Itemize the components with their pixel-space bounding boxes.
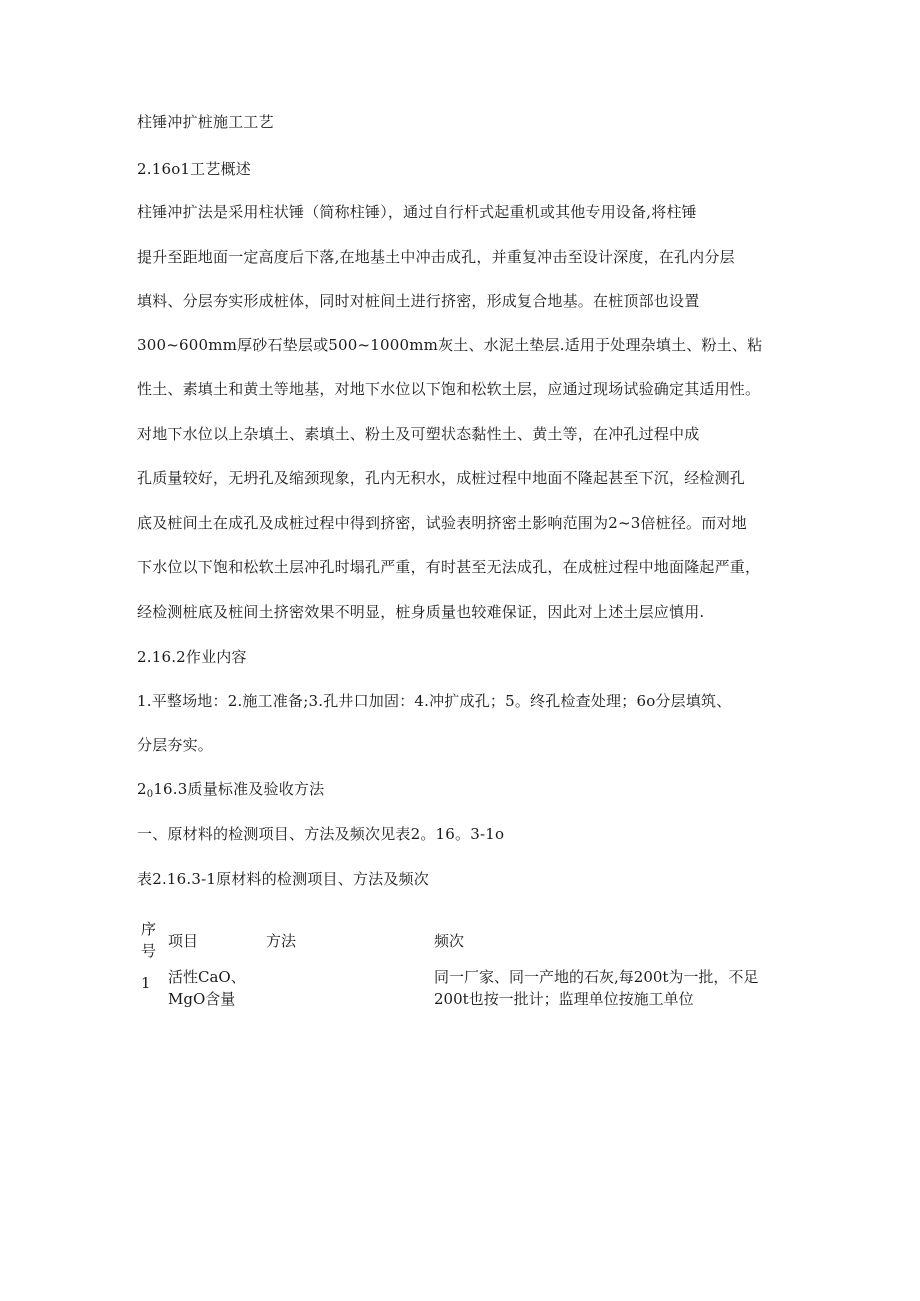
row-frequency-line1: 同一厂家、同一产地的石灰,每200t为一批，不足 [434,968,759,986]
heading-number-prefix: 2 [137,780,147,798]
row-frequency-line2: 200t也按一批计；监理单位按施工单位 [434,990,694,1008]
table-header-row [137,918,787,966]
header-serial-number [141,918,163,962]
row-item [168,966,258,1010]
row-item-line1: 活性CaO、 [168,968,246,986]
table-row [137,966,787,1026]
header-serial-line2: 号 [141,942,157,960]
row-frequency [434,966,784,1010]
raw-material-table [137,918,787,1026]
header-serial-line1: 序 [141,920,157,938]
paragraph-line: 孔质量较好，无坍孔及缩颈现象，孔内无积水，成桩过程中地面不隆起甚至下沉，经检测孔 [137,469,746,487]
paragraph-line: 性土、素填土和黄土等地基，对地下水位以下饱和松软土层，应通过现场试验确定其适用性。 [137,380,761,398]
header-frequency: 频次 [434,932,465,950]
paragraph-line: 柱锤冲扩法是采用柱状锤（简称柱锤），通过自行杆式起重机或其他专用设备,将柱锤 [137,203,697,221]
paragraph-line: 经检测桩底及桩间土挤密效果不明显，桩身质量也较难保证，因此对上述土层应慎用. [137,603,705,621]
header-method: 方法 [266,932,297,950]
work-content-line: 1.平整场地：2.施工准备;3.孔井口加固：4.冲扩成孔；5。终孔检查处理；6o分层填筑、 [137,692,732,710]
paragraph-line: 对地下水位以上杂填土、素填土、粉土及可塑状态黏性土、黄土等，在冲孔过程中成 [137,425,700,443]
paragraph-line: 填料、分层夯实形成桩体，同时对桩间土进行挤密，形成复合地基。在桩顶部也设置 [137,292,700,310]
section-heading-quality [137,779,324,805]
heading-text: 16.3质量标准及验收方法 [153,780,325,798]
paragraph-line: 底及桩间土在成孔及成桩过程中得到挤密，试验表明挤密土影响范围为2~3倍桩径。而对地 [137,514,747,532]
paragraph-line: 下水位以下饱和松软土层冲孔时塌孔严重，有时甚至无法成孔，在成桩过程中地面隆起严重， [137,558,761,576]
document-title: 柱锤冲扩桩施工工艺 [137,113,274,131]
heading-number-subscript: 0 [146,789,154,800]
raw-material-item: 一、原材料的检测项目、方法及频次见表2。16。3-1o [137,825,505,843]
row-item-line2: MgO含量 [168,990,236,1008]
paragraph-line: 提升至距地面一定高度后下落,在地基土中冲击成孔，并重复冲击至设计深度，在孔内分层 [137,248,735,266]
header-item: 项目 [168,932,199,950]
work-content-line: 分层夯实。 [137,736,214,754]
section-heading-overview: 2.16o1工艺概述 [137,160,251,178]
section-heading-work-content: 2.16.2作业内容 [137,648,247,666]
paragraph-line: 300~600mm厚砂石垫层或500~1000mm灰土、水泥土垫层.适用于处理杂填土、粉土、粘 [137,336,763,354]
table-caption: 表2.16.3-1原材料的检测项目、方法及频次 [137,870,429,888]
row-serial-number: 1 [141,974,151,992]
